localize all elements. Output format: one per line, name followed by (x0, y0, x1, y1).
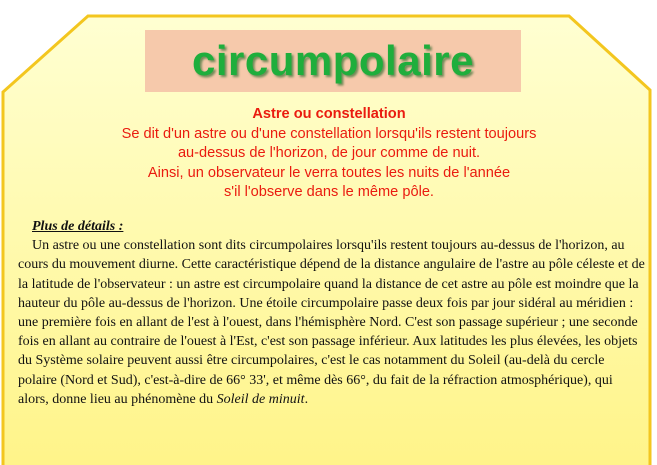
details-period: . (304, 391, 309, 407)
title-banner (145, 30, 521, 92)
details-italic-term: Soleil de minuit (216, 391, 305, 407)
page-title: circumpolaire (192, 37, 474, 84)
details-block (18, 217, 646, 409)
summary-line: Se dit d'un astre ou d'une constellation lorsqu'ils restent toujours (121, 125, 537, 142)
summary-heading: Astre ou constellation (252, 106, 406, 122)
summary-line: Ainsi, un observateur le verra toutes les nuits de l'année (147, 164, 511, 181)
summary-line: au-dessus de l'horizon, de jour comme de nuit. (177, 145, 481, 162)
details-paragraph (18, 236, 646, 409)
details-text: Un astre ou une constellation sont dits circumpolaires lorsqu'ils restent toujours au-dessus de l'horizon, au cours du mouvement diurne. Cette caractéristique dépend de la distance angulaire de l'astre au pôle céleste et de la latitude de l'observateur : un astre est circumpolaire quand la distance de cet astre au pôle est moindre que la hauteur du pôle au-dessus de l'horizon. Une étoile circumpolaire passe deux fois par jour sidéral au méridien : une première fois en allant de l'est à l'ouest, dans l'hémisphère Nord. C'est son passage supérieur ; une seconde fois en allant au contraire de l'ouest à l'Est, c'est son passage inférieur. Aux latitudes les plus élevées, les objets du Système solaire peuvent aussi être circumpolaires, c'est le cas notamment du Soleil (au-delà du cercle polaire (Nord et Sud), c'est-à-dire de 66° 33', et même dès 66°, du fait de la réfraction atmosphérique), qui alors, donne lieu au phénomène du (18, 238, 645, 407)
summary-block (40, 105, 618, 203)
details-heading: Plus de détails : (32, 219, 124, 234)
summary-line: s'il l'observe dans le même pôle. (224, 184, 434, 201)
